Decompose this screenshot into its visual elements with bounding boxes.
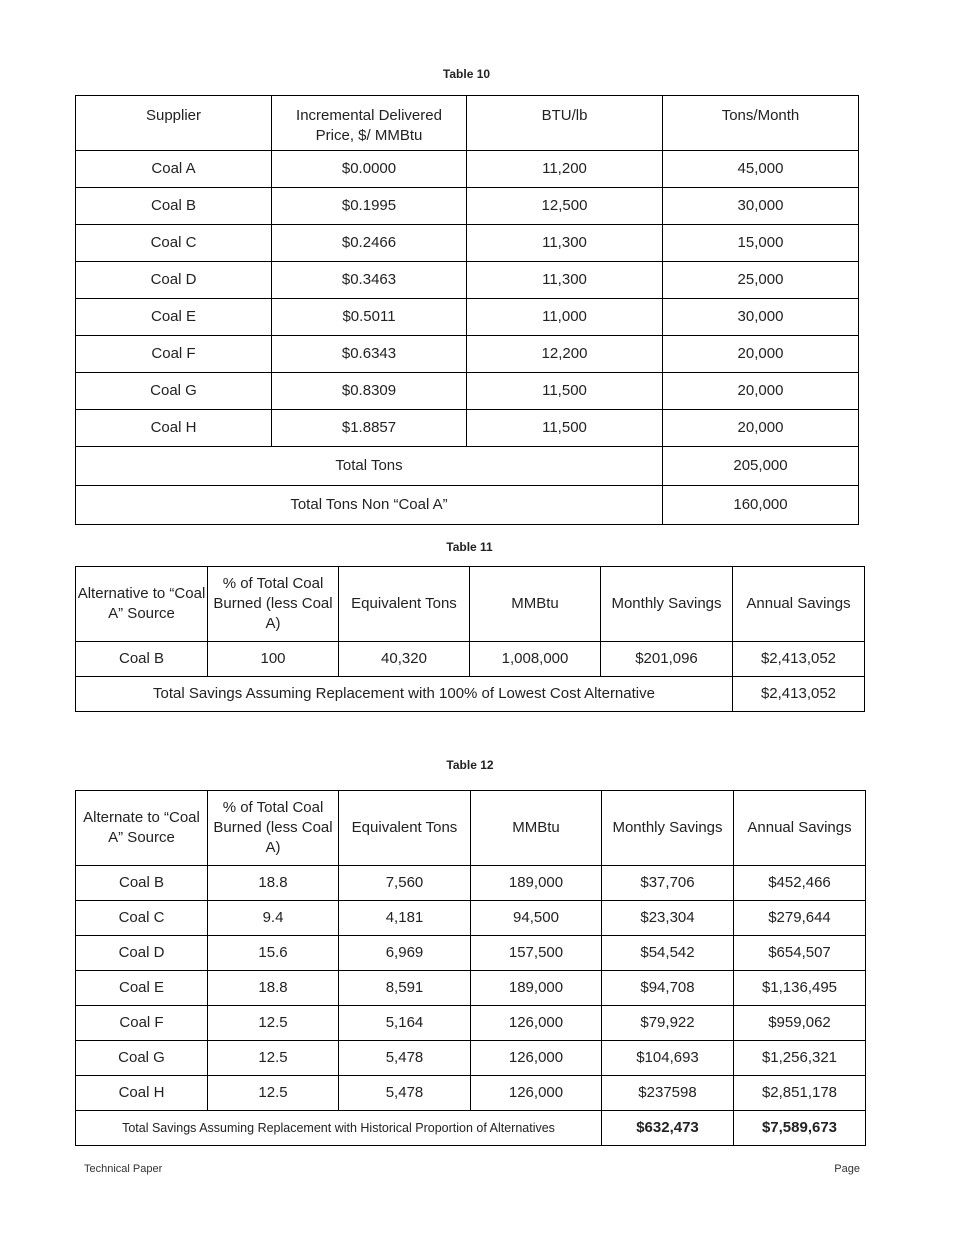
table-cell: 11,200: [467, 151, 663, 188]
table-cell: $654,507: [734, 936, 866, 971]
table12-caption: Table 12: [446, 758, 494, 772]
table-cell: Coal C: [76, 901, 208, 936]
table-cell: 20,000: [663, 336, 859, 373]
table-cell: 18.8: [208, 971, 339, 1006]
table-cell: $0.6343: [272, 336, 467, 373]
table-row: [76, 1076, 866, 1111]
table-cell: Coal D: [76, 936, 208, 971]
table-cell: 157,500: [471, 936, 602, 971]
table-cell: 4,181: [339, 901, 471, 936]
column-header: MMBtu: [471, 791, 602, 866]
total-monthly-savings: $632,473: [602, 1111, 734, 1146]
table-cell: $0.3463: [272, 262, 467, 299]
table-cell: 12.5: [208, 1041, 339, 1076]
table12-header-row: [76, 791, 866, 866]
table-cell: $94,708: [602, 971, 734, 1006]
total-non-coal-a-label: Total Tons Non “Coal A”: [76, 486, 663, 525]
table-cell: $1.8857: [272, 410, 467, 447]
table-cell: 5,478: [339, 1041, 471, 1076]
total-annual-savings: $7,589,673: [734, 1111, 866, 1146]
table-cell: Coal E: [76, 971, 208, 1006]
table-cell: $279,644: [734, 901, 866, 936]
table-cell: $2,413,052: [733, 642, 865, 677]
table-row: [76, 225, 859, 262]
table-cell: $237598: [602, 1076, 734, 1111]
table-row: [76, 866, 866, 901]
table-row: [76, 151, 859, 188]
total-non-coal-a-value: 160,000: [663, 486, 859, 525]
table11: [75, 566, 865, 712]
table10-header-row: [76, 96, 859, 151]
table-cell: 126,000: [471, 1006, 602, 1041]
table-cell: $1,256,321: [734, 1041, 866, 1076]
column-header: % of Total Coal Burned (less Coal A): [208, 791, 339, 866]
table-cell: $201,096: [601, 642, 733, 677]
column-header: MMBtu: [470, 567, 601, 642]
table10: [75, 95, 859, 525]
table-cell: Coal B: [76, 188, 272, 225]
total-savings-value: $2,413,052: [733, 677, 865, 712]
table-cell: $79,922: [602, 1006, 734, 1041]
table-row: [76, 1041, 866, 1076]
table-row: [76, 1006, 866, 1041]
column-header: Incremental Delivered Price, $/ MMBtu: [272, 96, 467, 151]
table-cell: $54,542: [602, 936, 734, 971]
table11-caption: Table 11: [446, 540, 493, 554]
table-cell: 25,000: [663, 262, 859, 299]
table-cell: 7,560: [339, 866, 471, 901]
table-cell: Coal E: [76, 299, 272, 336]
table-cell: 189,000: [471, 866, 602, 901]
table-row: [76, 373, 859, 410]
footer-left: Technical Paper: [84, 1163, 163, 1175]
table-row: [76, 299, 859, 336]
table-row: [76, 642, 865, 677]
table-cell: 20,000: [663, 410, 859, 447]
table-row: [76, 410, 859, 447]
table-cell: Coal G: [76, 1041, 208, 1076]
table-cell: 45,000: [663, 151, 859, 188]
total-tons-value: 205,000: [663, 447, 859, 486]
column-header: Annual Savings: [734, 791, 866, 866]
table-cell: 20,000: [663, 373, 859, 410]
table-row: [76, 901, 866, 936]
table-cell: Coal B: [76, 642, 208, 677]
table-cell: 15,000: [663, 225, 859, 262]
table-cell: Coal C: [76, 225, 272, 262]
table-row: [76, 262, 859, 299]
table-cell: $452,466: [734, 866, 866, 901]
column-header: Annual Savings: [733, 567, 865, 642]
table10-total-non-row: [76, 486, 859, 525]
table-cell: Coal A: [76, 151, 272, 188]
table-cell: 18.8: [208, 866, 339, 901]
table-cell: $0.0000: [272, 151, 467, 188]
table-cell: 12.5: [208, 1076, 339, 1111]
column-header: Equivalent Tons: [339, 567, 470, 642]
table-cell: 11,500: [467, 410, 663, 447]
table11-header-row: [76, 567, 865, 642]
table-cell: $0.2466: [272, 225, 467, 262]
column-header: Monthly Savings: [602, 791, 734, 866]
table-cell: 1,008,000: [470, 642, 601, 677]
table-cell: Coal F: [76, 1006, 208, 1041]
column-header: Equivalent Tons: [339, 791, 471, 866]
table-cell: 189,000: [471, 971, 602, 1006]
table-cell: $37,706: [602, 866, 734, 901]
table12: [75, 790, 866, 1146]
table-row: [76, 971, 866, 1006]
table-cell: 9.4: [208, 901, 339, 936]
column-header: Tons/Month: [663, 96, 859, 151]
table-cell: Coal F: [76, 336, 272, 373]
table-cell: Coal G: [76, 373, 272, 410]
column-header: Monthly Savings: [601, 567, 733, 642]
table-cell: $0.8309: [272, 373, 467, 410]
table-cell: 5,478: [339, 1076, 471, 1111]
table-cell: 12,500: [467, 188, 663, 225]
table-cell: 30,000: [663, 188, 859, 225]
total-savings-label: Total Savings Assuming Replacement with Historical Proportion of Alternatives: [76, 1111, 602, 1146]
table-cell: 126,000: [471, 1041, 602, 1076]
table-cell: 100: [208, 642, 339, 677]
table-cell: 15.6: [208, 936, 339, 971]
table-cell: Coal H: [76, 1076, 208, 1111]
table-cell: 12,200: [467, 336, 663, 373]
table-cell: 11,300: [467, 262, 663, 299]
table-cell: $959,062: [734, 1006, 866, 1041]
table-cell: 94,500: [471, 901, 602, 936]
table-cell: 5,164: [339, 1006, 471, 1041]
table-cell: 11,500: [467, 373, 663, 410]
total-tons-label: Total Tons: [76, 447, 663, 486]
table-cell: Coal H: [76, 410, 272, 447]
table-cell: 12.5: [208, 1006, 339, 1041]
footer-page: Page: [834, 1163, 860, 1175]
table-cell: 30,000: [663, 299, 859, 336]
column-header: Alternate to “Coal A” Source: [76, 791, 208, 866]
column-header: % of Total Coal Burned (less Coal A): [208, 567, 339, 642]
table-cell: $23,304: [602, 901, 734, 936]
table-cell: $0.5011: [272, 299, 467, 336]
table-cell: 11,300: [467, 225, 663, 262]
table-cell: 40,320: [339, 642, 470, 677]
table-cell: 8,591: [339, 971, 471, 1006]
table12-total-row: [76, 1111, 866, 1146]
table-cell: Coal B: [76, 866, 208, 901]
table-row: [76, 188, 859, 225]
table-cell: $2,851,178: [734, 1076, 866, 1111]
table-row: [76, 336, 859, 373]
table11-total-row: [76, 677, 865, 712]
table-cell: Coal D: [76, 262, 272, 299]
table-cell: 126,000: [471, 1076, 602, 1111]
table-cell: $104,693: [602, 1041, 734, 1076]
column-header: BTU/lb: [467, 96, 663, 151]
table-cell: 11,000: [467, 299, 663, 336]
table10-total-row: [76, 447, 859, 486]
column-header: Supplier: [76, 96, 272, 151]
table-row: [76, 936, 866, 971]
table-cell: $0.1995: [272, 188, 467, 225]
table-cell: $1,136,495: [734, 971, 866, 1006]
table10-caption: Table 10: [442, 67, 491, 81]
table-cell: 6,969: [339, 936, 471, 971]
total-savings-label: Total Savings Assuming Replacement with 100% of Lowest Cost Alternative: [76, 677, 733, 712]
column-header: Alternative to “Coal A” Source: [76, 567, 208, 642]
